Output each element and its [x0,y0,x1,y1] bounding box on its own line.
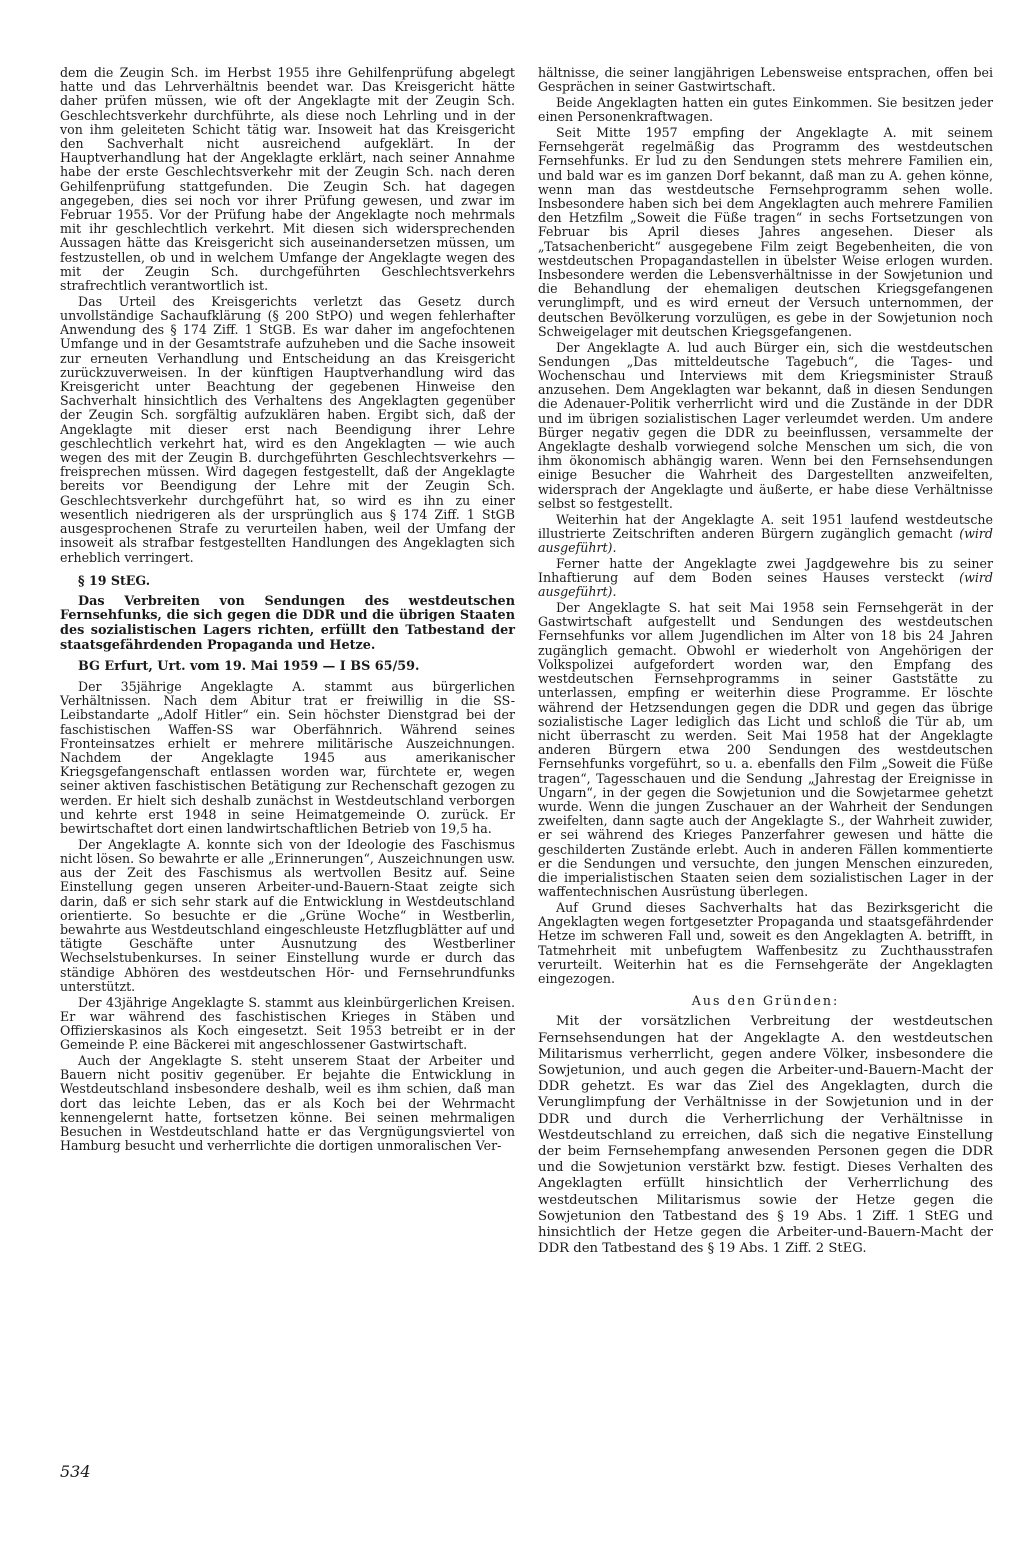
body-paragraph: Das Urteil des Kreisgerichts verletzt das Gesetz durch unvollständige Sachaufklärung (§ 200 StPO) und wegen fehlerhafter Anwendung des § 174 Ziff. 1 StGB. Es war daher im angefochtenen Umfange und in der Gesamtstrafe aufzuheben und die Sache insoweit zur erneuten Verhandlung und Entscheidung an das Kreisgericht zurückzuverweisen. In der künftigen Hauptverhandlung wird das Kreisgericht unter Beachtung der gegebenen Hinweise den Sachverhalt hinsichtlich des Verhaltens des Angeklagten gegenüber der Zeugin Sch. sorgfältig aufzuklären haben. Ergibt sich, daß der Angeklagte mit dieser erst nach Beendigung ihrer Lehre geschlechtlich verkehrt hat, wird es den Angeklagten — wie auch wegen des mit der Zeugin B. durchgeführten Geschlechtsverkehrs — freisprechen müssen. Wird dagegen festgestellt, daß der Angeklagte bereits vor Beendigung der Lehre mit der Zeugin Sch. Geschlechtsverkehr durchgeführt hat, so wird es ihn zu einer wesentlich niedrigeren als der ursprünglich aus § 174 Ziff. 1 StGB ausgesprochenen Strafe zu verurteilen haben, weil der Umfang der insoweit als strafbar festgestellten Handlungen des Angeklagten sich erheblich verringert. [60,293,515,565]
section-heading: § 19 StEG. [78,573,151,589]
paragraph-text: Weiterhin hat der Angeklagte A. seit 1951 laufend westdeutsche illustrierte Zeitschriften anderen Bürgern zugänglich gemacht [538,511,993,541]
body-paragraph: Auch der Angeklagte S. steht unserem Staat der Arbeiter und Bauern nicht positiv gegenüber. Er bejahte die Entwicklung in Westdeutschland insbesondere deshalb, weil es ihm schien, daß man dort das leichte Leben, das er als Koch bei der Wehrmacht kennengelernt hatte, fortsetzen könne. Bei seinen mehrmaligen Besuchen in Westdeutschland hatte er das Vergnügungsviertel von Hamburg besucht und verherrlichte die dortigen unmoralischen Ver- [60,1052,515,1154]
body-paragraph: Seit Mitte 1957 empfing der Angeklagte A. mit seinem Fernsehgerät regelmäßig das Programm des westdeutschen Fernsehfunks. Er lud zu den Sendungen stets mehrere Familien ein, und bald war es im ganzen Dorf bekannt, daß man zu A. gehen könne, wenn man das westdeutsche Fernsehprogramm sehen wolle. Insbesondere haben sich bei dem Angeklagten auch mehrere Familien den Hetzfilm „Soweit die Füße tragen“ in sechs Fortsetzungen von Februar bis April dieses Jahres angesehen. Dieser als „Tatsachenbericht“ ausgegebene Film zeigt Begebenheiten, die von westdeutschen Propagandastellen in übelster Weise erlogen wurden. Insbesondere werden die Lebensverhältnisse in der Sowjetunion und die Behandlung der ehemaligen deutschen Kriegsgefangenen verunglimpft, und es wird erneut der Versuch unternommen, der deutschen Bevölkerung vorzulügen, es gebe in der Sowjetunion noch Schweigelager mit deutschen Kriegsgefangenen. [538,125,993,339]
body-paragraph: Mit der vorsätzlichen Verbreitung der westdeutschen Fernsehsendungen hat der Angeklagte A. den westdeutschen Militarismus verherrlicht, gegen andere Völker, insbesondere die Sowjetunion, und auch gegen die Arbeiter-und-Bauern-Macht der DDR gehetzt. Es war das Ziel des Angeklagten, durch die Verunglimpfung der Verhältnisse in der Sowjetunion und in der DDR und durch die Verherrlichung der Verhältnisse in Westdeutschland zu erreichen, daß sich die negative Einstellung der beim Fernsehempfang anwesenden Personen gegen die DDR und die Sowjetunion verstärkt bzw. festigt. Dieses Verhalten des Angeklagten erfüllt hinsichtlich der Verherrlichung des westdeutschen Militarismus sowie der Hetze gegen die Sowjetunion den Tatbestand des § 19 Abs. 1 Ziff. 1 StEG und hinsichtlich der Hetze gegen die Arbeiter-und-Bauern-Macht der DDR den Tatbestand des § 19 Abs. 1 Ziff. 2 StEG. [538,1014,993,1257]
paragraph-text: Ferner hatte der Angeklagte zwei Jagdgewehre bis zu seiner Inhaftierung auf dem Boden seines Hauses versteckt [538,555,993,586]
right-column [538,66,993,1259]
body-paragraph: Beide Angeklagten hatten ein gutes Einkommen. Sie besitzen jeder einen Personenkraftwagen. [538,95,993,125]
body-paragraph: Der 35jährige Angeklagte A. stammt aus bürgerlichen Verhältnissen. Nach dem Abitur trat er freiwillig in die SS-Leibstandarte „Adolf Hitler“ ein. Sein höchster Dienstgrad bei der faschistischen Waffen-SS war Oberfähnrich. Während seines Fronteinsatzes erhielt er mehrere militärische Auszeichnungen. Nachdem der Angeklagte 1945 aus amerikanischer Kriegsgefangenschaft entlassen worden war, fürchtete er, wegen seiner aktiven faschistischen Betätigung zur Rechenschaft gezogen zu werden. Er hielt sich deshalb zunächst in Westdeutschland verborgen und kehrte erst 1948 in seine Heimatgemeinde O. zurück. Er bewirtschaftet dort einen landwirtschaftlichen Betrieb von 19,5 ha. [60,678,515,836]
left-column [60,66,515,1155]
court-citation: BG Erfurt, Urt. vom 19. Mai 1959 — I BS 65/59. [78,658,420,674]
editorial-note: (wird ausgeführt). [538,525,993,556]
body-paragraph: hältnisse, die seiner langjährigen Lebensweise entsprachen, offen bei Gesprächen in seiner Gastwirtschaft. [538,65,993,95]
body-paragraph [538,557,993,600]
body-paragraph: Der Angeklagte A. lud auch Bürger ein, sich die westdeutschen Sendungen „Das mitteldeutsche Tagebuch“, die Tages- und Wochenschau und Interviews mit dem Kriegsminister Strauß anzusehen. Dem Angeklagten war bekannt, daß in diesen Sendungen die Adenauer-Politik verherrlicht wird und die Zustände in der DDR und im übrigen sozialistischen Lager verleumdet werden. Um andere Bürger negativ gegen die DDR zu beeinflussen, versammelte der Angeklagte deshalb vorwiegend solche Menschen um sich, die von ihm ökonomisch abhängig waren. Wenn bei den Fernsehsendungen einige Besucher die Wahrheit des Dargestellten anzweifelten, widersprach der Angeklagte und äußerte, er habe diese Verhältnisse selbst so festgestellt. [538,339,993,511]
body-paragraph: Der 43jährige Angeklagte S. stammt aus kleinbürgerlichen Kreisen. Er war während des faschistischen Krieges in Stäben und Offizierskasinos als Koch eingesetzt. Seit 1953 betreibt er in der Gemeinde P. eine Bäckerei mit angeschlossener Gastwirtschaft. [60,994,515,1053]
body-paragraph: Der Angeklagte A. konnte sich von der Ideologie des Faschismus nicht lösen. So bewahrte er alle „Erinnerungen“, Auszeichnungen usw. aus der Zeit des Faschismus als wertvollen Besitz auf. Seine Einstellung gegen unseren Arbeiter-und-Bauern-Staat zeigte sich darin, daß er sich sehr stark auf die Entwicklung in Westdeutschland orientierte. So besuchte er die „Grüne Woche“ in Westberlin, bewahrte aus Westdeutschland eingeschleuste Hetzflugblätter auf und tätigte Geschäfte unter Ausnutzung des Westberliner Wechselstubenkurses. In seiner Einstellung wurde er durch das ständige Abhören des westdeutschen Hör- und Fernsehrundfunks unterstützt. [60,836,515,994]
body-paragraph: Der Angeklagte S. hat seit Mai 1958 sein Fernsehgerät in der Gastwirtschaft aufgestellt und Sendungen des westdeutschen Fernsehfunks vor allem Jugendlichen im Alter von 18 bis 24 Jahren zugänglich gemacht. Obwohl er wiederholt von Angehörigen der Volkspolizei aufgefordert worden war, den Empfang des westdeutschen Fernsehprogramms in seiner Gaststätte zu unterlassen, empfing er weiterhin diese Programme. Er löschte während der Hetzsendungen gegen die DDR und gegen das übrige sozialistische Lager lediglich das Licht und schloß die Tür ab, um nicht überrascht zu werden. Seit Mai 1958 hat der Angeklagte anderen Bürgern etwa 200 Sendungen des westdeutschen Fernsehfunks vorgeführt, so u. a. ebenfalls den Film „Soweit die Füße tragen“, Tagesschauen und die Sendung „Jahrestag der Ereignisse in Ungarn“, in der gegen die Sowjetunion und die Sowjetarmee gehetzt wurde. Wenn die jungen Zuschauer an der Wahrheit der Sendungen zweifelten, dann sagte auch der Angeklagte S., der Wahrheit zuwider, er sei während des Krieges Panzerfahrer gewesen und hätte die geschilderten Zustände erlebt. Auch in anderen Fällen kommentierte er die Sendungen und versuchte, den jungen Menschen einzureden, die imperialistischen Staaten seien dem sozialistischen Lager in der waffentechnischen Ausrüstung überlegen. [538,600,993,900]
body-paragraph: dem die Zeugin Sch. im Herbst 1955 ihre Gehilfenprüfung abgelegt hatte und das Lehrverhältnis beendet war. Das Kreisgericht hätte daher prüfen müssen, wie oft der Angeklagte mit der Zeugin Sch. Geschlechtsverkehr durchführte, als diese noch Lehrling und in der von ihm geleiteten Schicht tätig war. Insoweit hat das Kreisgericht den Sachverhalt nicht ausreichend aufgeklärt. In der Hauptverhandlung hat der Angeklagte erklärt, nach seiner Annahme habe der erste Geschlechtsverkehr mit der Zeugin Sch. nach deren Gehilfenprüfung stattgefunden. Die Zeugin Sch. hat dagegen angegeben, dies sei noch vor ihrer Prüfung gewesen, und zwar im Februar 1955. Vor der Prüfung habe der Angeklagte noch mehrmals mit ihr geschlechtlich verkehrt. Mit diesen sich widersprechenden Aussagen hätte das Kreisgericht sich auseinandersetzen müssen, um festzustellen, ob und in welchem Umfange der Angeklagte wegen des mit der Zeugin Sch. durchgeführten Geschlechtsverkehrs strafrechtlich verantwortlich ist. [60,65,515,294]
reasons-block [538,1014,993,1257]
reasons-heading: Aus den Gründen: [691,993,840,1009]
headnote: Das Verbreiten von Sendungen des westdeutschen Fernsehfunks, die sich gegen die DDR und die übrigen Staaten des sozialistischen Lagers richten, erfüllt den Tatbestand der staatsgefährdenden Propaganda und Hetze. [60,593,515,653]
editorial-note: (wird ausgeführt). [538,570,993,600]
page-number: 534 [60,1462,91,1481]
body-paragraph [538,513,993,556]
body-paragraph: Auf Grund dieses Sachverhalts hat das Bezirksgericht die Angeklagten wegen fortgesetzter Propaganda und staatsgefährdender Hetze im schweren Fall und, soweit es den Angeklagten A. betrifft, in Tatmehrheit mit unbefugtem Waffenbesitz zu Zuchthausstrafen verurteilt. Weiterhin hat es die Fernsehgeräte der Angeklagten eingezogen. [538,899,993,986]
